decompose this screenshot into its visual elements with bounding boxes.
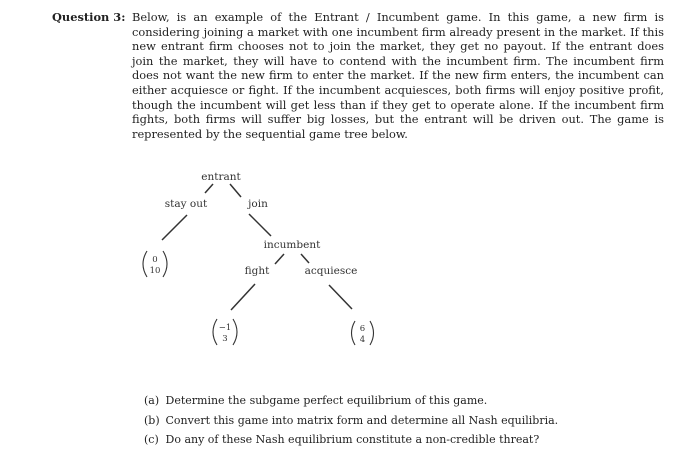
payoff-stay-out-bottom: 10 xyxy=(149,266,161,276)
branch-acquiesce xyxy=(329,285,352,309)
left-paren xyxy=(213,319,217,345)
payoff-fight-bottom: 3 xyxy=(222,334,228,344)
payoff-acquiesce-top: 6 xyxy=(359,324,366,334)
left-paren xyxy=(143,251,147,277)
left-paren xyxy=(352,321,356,345)
question-label: Question 3: xyxy=(52,10,126,24)
payoff-fight-top: −1 xyxy=(218,323,232,333)
action-stay-out: stay out xyxy=(164,198,208,210)
sub-question-b xyxy=(144,411,558,431)
sub-question-prefix: (c) xyxy=(144,433,159,446)
sub-question-prefix: (b) xyxy=(144,413,160,427)
sub-question-text: Convert this game into matrix form and determine all Nash equilibria. xyxy=(165,413,559,427)
incumbent-branch-right-top xyxy=(301,254,309,263)
branch-join xyxy=(249,214,271,236)
payoff-stay-out-top: 0 xyxy=(152,255,158,265)
payoff-fight xyxy=(213,319,237,345)
right-paren xyxy=(163,251,167,277)
sub-questions xyxy=(144,391,558,450)
sub-question-text: Determine the subgame perfect equilibrium of this game. xyxy=(165,394,488,407)
question-text: Below, is an example of the Entrant / Incumbent game. In this game, a new firm is considering joining a market with one incumbent firm already present in the market. If this new entrant firm chooses not to join the market, they get no payout. If the entrant does join the market, they will have to contend with the incumbent firm. The incumbent firm does not want the new firm to enter the market. If the new firm enters, the incumbent can either acquiesce or fight. If the incumbent acquiesces, both firms will enjoy positive profit, though the incumbent will get less than if they get to operate alone. If the incumbent firm fights, both firms will suffer big losses, but the entrant will be driven out. The game is represented by the sequential game tree below. xyxy=(132,10,664,141)
incumbent-node-label: incumbent xyxy=(263,239,321,251)
branch-stay-out xyxy=(162,215,187,240)
payoff-acquiesce xyxy=(352,321,374,345)
right-paren xyxy=(233,319,237,345)
right-paren xyxy=(370,321,374,345)
action-acquiesce: acquiesce xyxy=(304,265,358,277)
root-node-label: entrant xyxy=(201,171,241,183)
sub-question-prefix: (a) xyxy=(144,394,160,407)
payoff-stay-out xyxy=(143,251,167,277)
action-fight: fight xyxy=(244,265,270,277)
branch-fight xyxy=(231,284,255,310)
sub-question-a xyxy=(144,391,558,411)
action-join: join xyxy=(248,198,268,210)
root-branch-right-top xyxy=(230,184,241,197)
payoff-acquiesce-bottom: 4 xyxy=(359,335,366,345)
incumbent-branch-left-top xyxy=(275,254,284,264)
root-branch-left-top xyxy=(205,184,213,193)
sub-question-c xyxy=(144,430,558,450)
sub-question-text: Do any of these Nash equilibrium constitute a non-credible threat? xyxy=(165,433,540,446)
